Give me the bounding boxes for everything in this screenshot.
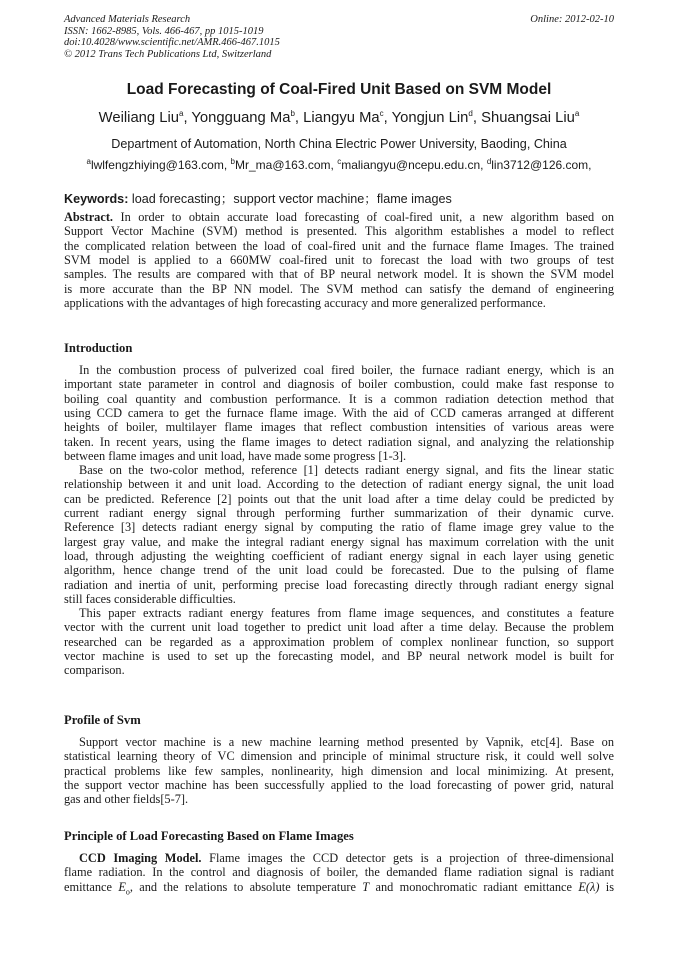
journal-header bbox=[64, 14, 614, 61]
intro-paragraph-3: This paper extracts radiant energy features from flame image sequences, and constitutes a feature vector with the current unit load together to predict unit load after a time delay. Because the problem researched can be regarded as a approximation problem of complex nonlinear function, so support vector machine is used to set up the forecasting model, and BP neural network model is built for comparison. bbox=[64, 606, 614, 678]
section-heading-principle: Principle of Load Forecasting Based on Flame Images bbox=[64, 829, 354, 843]
author: Weiliang Liu$^a$, bbox=[98, 109, 192, 126]
affiliation: Department of Automation, North China Electric Power University, Baoding, China bbox=[111, 137, 567, 151]
principle-paragraph: CCD Imaging Model. Flame images the CCD detector gets is a projection of three-dimensional flame radiation. In the control and diagnosis of boiler, the demanded flame radiation signal is radiant emittance $E_o$, and the relations to absolute temperature T and monochromatic radiant emittance E(λ) is bbox=[64, 851, 614, 897]
keywords-text: load forecasting；support vector machine；flame images bbox=[131, 192, 452, 206]
paper-title: Load Forecasting of Coal-Fired Unit Based on SVM Model bbox=[126, 81, 552, 98]
journal-copyright: © 2012 Trans Tech Publications Ltd, Switzerland bbox=[64, 49, 272, 61]
author-list bbox=[50, 110, 628, 126]
keywords-label: Keywords: bbox=[64, 192, 129, 206]
email[interactable]: $^d$lin3712@126.com, bbox=[486, 157, 592, 172]
email[interactable]: $^b$Mr_ma@163.com, bbox=[230, 157, 338, 172]
author: Shuangsai Liu$^a$ bbox=[481, 109, 580, 126]
journal-issn: ISSN: 1662-8985, Vols. 466-467, pp 1015-1019 bbox=[64, 25, 264, 37]
keywords bbox=[64, 188, 614, 207]
journal-doi[interactable]: doi:10.4028/www.scientific.net/AMR.466-467.1015 bbox=[64, 37, 280, 49]
subheading-ccd-imaging-model: CCD Imaging Model. bbox=[79, 851, 202, 865]
section-heading-introduction: Introduction bbox=[64, 341, 133, 355]
abstract-label: Abstract. bbox=[64, 210, 114, 224]
profile-paragraph: Support vector machine is a new machine learning method presented by Vapnik, etc[4]. Base on statistical learning theory of VC dimension and principle of minimal structure risk, it could well solve practical problems like few samples, nonlinearity, high dimension and local minimizing. At present, the support vector machine has been successfully applied to the load forecasting of power grid, natural gas and other fields[5-7]. bbox=[64, 735, 614, 807]
email-list bbox=[52, 158, 626, 172]
intro-paragraph-1: In the combustion process of pulverized coal fired boiler, the furnace radiant energy, which is an important state parameter in control and diagnosis of boiler combustion, could make fast response to boiling coal quantity and combustion performance. It is a common radiation detection method that using CCD camera to get the furnace flame image. With the aid of CCD cameras arranged at different heights of boiler, multilayer flame images that reflect combustion intensities of various areas were taken. In recent years, using the flame images to detect radiation signal, and analyzing the relationship between flame images and unit load, have made some progress [1-3]. bbox=[64, 363, 614, 464]
section-heading-profile: Profile of Svm bbox=[64, 713, 141, 727]
author: Yongjun Lin$^d$, bbox=[391, 109, 482, 126]
author: Yongguang Ma$^b$, bbox=[191, 109, 304, 126]
online-date: Online: 2012-02-10 bbox=[530, 14, 614, 25]
author: Liangyu Ma$^c$, bbox=[303, 109, 392, 126]
abstract: Abstract. In order to obtain accurate load forecasting of coal-fired unit, a new algorithm based on Support Vector Machine (SVM) method is presented. This algorithm establishes a model to reflect the complicated relation between the load of coal-fired unit and the furnace flame Images. The trained SVM model is applied to a 660MW coal-fired unit to forecast the load with two groups of test samples. The results are compared with that of BP neural network model. It is shown the SVM model is more accurate than the BP NN model. The SVM method can satisfy the demand of engineering applications with the advantages of high forecasting accuracy and more generalized performance. bbox=[64, 210, 614, 311]
email[interactable]: $^a$lwlfengzhiying@163.com, bbox=[86, 157, 231, 172]
email[interactable]: $^c$maliangyu@ncepu.edu.cn, bbox=[337, 157, 487, 172]
intro-paragraph-2: Base on the two-color method, reference [1] detects radiant energy signal, and fits the linear static relationship between it and unit load. According to the detection of radiant energy signal, the unit load can be predicted. Reference [2] points out that the unit load after a time delay could be predicted by current radiant energy signal through performing further summarization of their dynamic curve. Reference [3] detects radiant energy signal by computing the ratio of flame image grey value to the largest gray value, and make the integral radiant energy signal has maximum correlation with the unit load, through adjusting the weighting coefficient of radiant energy signal in each layer using genetic algorithm, hence change trend of the unit load could be forecasted. Due to the pulsing of flame radiation and inertia of unit, performing precise load forecasting directly through radiant energy signal still faces considerable difficulties. bbox=[64, 463, 614, 607]
journal-name: Advanced Materials Research bbox=[64, 14, 191, 25]
